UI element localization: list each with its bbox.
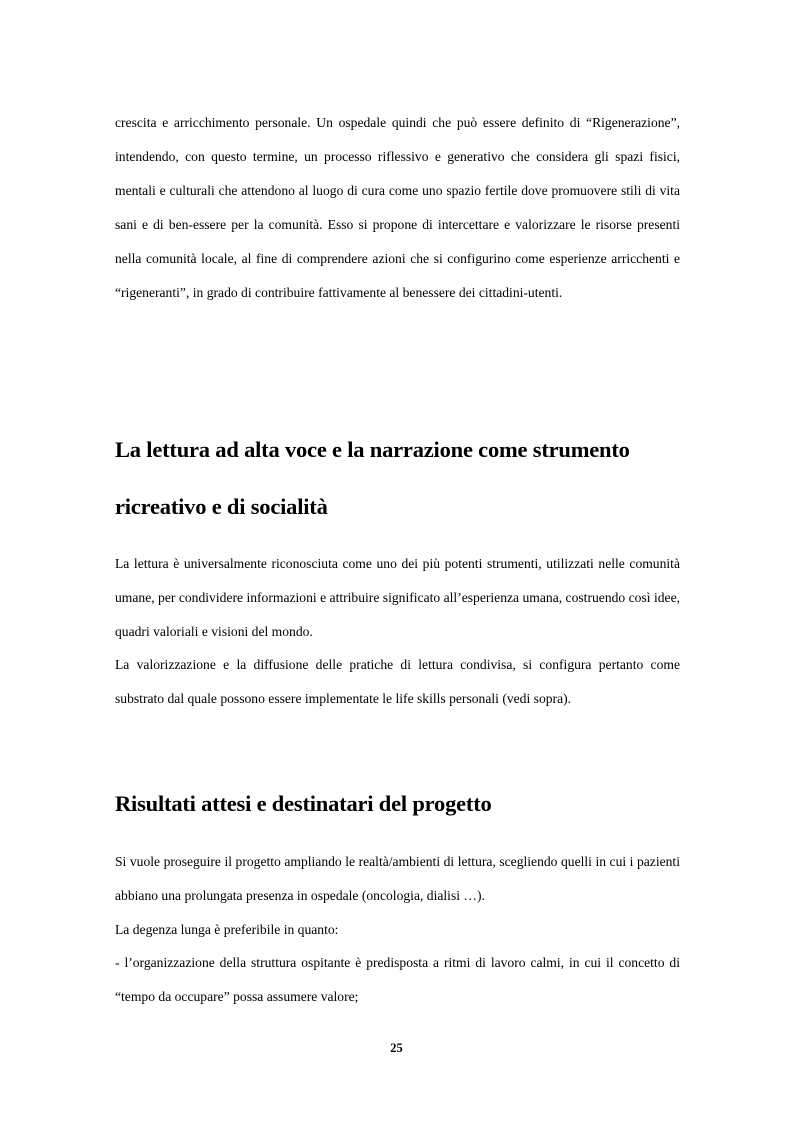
page-number: 25 bbox=[390, 1041, 403, 1055]
body-paragraph: - l’organizzazione della struttura ospitante è predisposta a ritmi di lavoro calmi, in cui il concetto di “tempo da occupare” possa assumere valore; bbox=[115, 955, 680, 1004]
body-paragraph: La lettura è universalmente riconosciuta come uno dei più potenti strumenti, utilizzati nelle comunità umane, per condividere informazioni e attribuire significato all’esperienza umana, costruendo così idee, quadri valoriali e visioni del mondo. bbox=[115, 556, 680, 639]
body-paragraph: Si vuole proseguire il progetto ampliando le realtà/ambienti di lettura, scegliendo quelli in cui i pazienti abbiano una prolungata presenza in ospedale (oncologia, dialisi …). bbox=[115, 854, 680, 903]
body-paragraph: La degenza lunga è preferibile in quanto: bbox=[115, 922, 339, 937]
body-paragraph: crescita e arricchimento personale. Un ospedale quindi che può essere definito di “Rigenerazione”, intendendo, con questo termine, un processo riflessivo e generativo che considera gli spazi fisici, mentali e culturali che attendono al luogo di cura come uno spazio fertile dove promuovere stili di vita sani e di ben-essere per la comunità. Esso si propone di intercettare e valorizzare le risorse presenti nella comunità locale, al fine di comprendere azioni che si configurino come esperienze arricchenti e “rigeneranti”, in grado di contribuire fattivamente al benessere dei cittadini-utenti. bbox=[115, 115, 680, 300]
section-heading: La lettura ad alta voce e la narrazione come strumento ricreativo e di socialità bbox=[115, 437, 630, 519]
section-heading: Risultati attesi e destinatari del progetto bbox=[115, 791, 492, 816]
body-paragraph: La valorizzazione e la diffusione delle pratiche di lettura condivisa, si configura pertanto come substrato dal quale possono essere implementate le life skills personali (vedi sopra). bbox=[115, 657, 680, 706]
